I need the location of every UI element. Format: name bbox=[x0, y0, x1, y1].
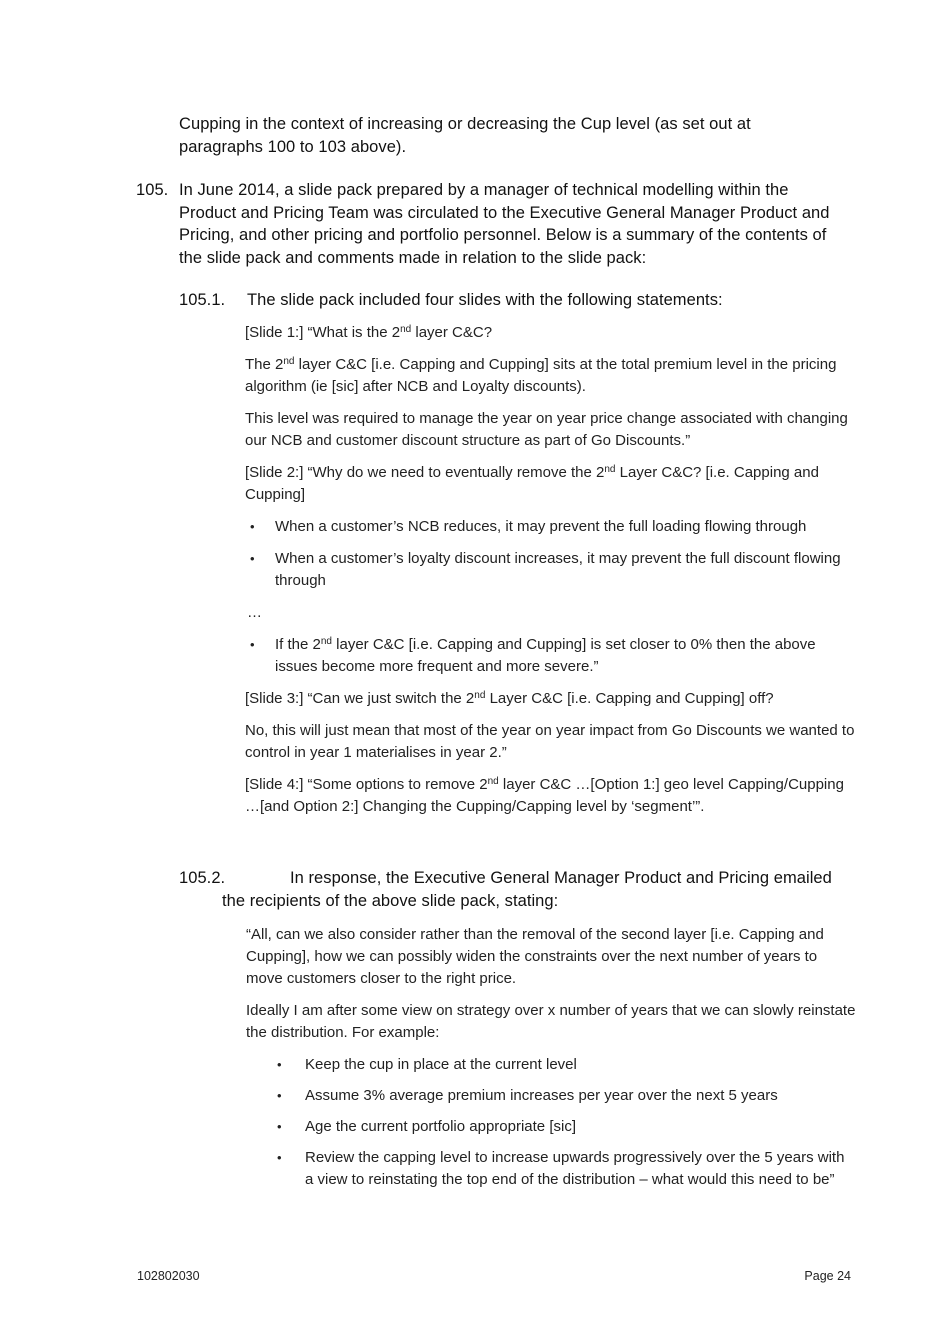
slide-1-heading: [Slide 1:] “What is the 2nd layer C&C? bbox=[245, 324, 493, 341]
bullet-icon: • bbox=[250, 519, 255, 534]
paragraph-number: 105. bbox=[136, 181, 169, 199]
bullet-icon: • bbox=[277, 1057, 282, 1072]
email-quote-paragraph: Ideally I am after some view on strategy over x number of years that we can slowly reinstate the distribution. For example: bbox=[246, 1002, 856, 1041]
subparagraph-105-1 bbox=[179, 289, 859, 312]
bullet-icon: • bbox=[277, 1119, 282, 1134]
slide-1-body: The 2nd layer C&C [i.e. Capping and Cupping] sits at the total premium level in the pricing algorithm (ie [sic] after NCB and Loyalty discounts). bbox=[245, 356, 837, 395]
list-item: • Assume 3% average premium increases per year over the next 5 years bbox=[246, 1085, 856, 1107]
page-number: Page 24 bbox=[804, 1269, 851, 1283]
bullet-icon: • bbox=[277, 1150, 282, 1165]
list-item: • If the 2nd layer C&C [i.e. Capping and Cupping] is set closer to 0% then the above issues become more frequent and more severe.” bbox=[250, 636, 816, 675]
slide-3-heading: [Slide 3:] “Can we just switch the 2nd Layer C&C [i.e. Capping and Cupping] off? bbox=[245, 690, 774, 707]
bullet-icon: • bbox=[277, 1088, 282, 1103]
slide-4-text: [Slide 4:] “Some options to remove 2nd layer C&C …[Option 1:] geo level Capping/Cupping …[and Option 2:] Changing the Cupping/Capping level by ‘segment’”. bbox=[245, 776, 844, 815]
continuation-text: Cupping in the context of increasing or decreasing the Cup level (as set out at paragraphs 100 to 103 above). bbox=[179, 115, 751, 156]
slide-2-heading: [Slide 2:] “Why do we need to eventually remove the 2nd Layer C&C? [i.e. Capping and Cupping] bbox=[245, 464, 819, 503]
paragraph-text: In June 2014, a slide pack prepared by a manager of technical modelling within the Product and Pricing Team was circulated to the Executive General Manager Product and Pricing, and other pricing and portfolio personnel. Below is a summary of the contents of the slide pack and comments made in relation to the slide pack: bbox=[179, 181, 830, 267]
bullet-icon: • bbox=[250, 551, 255, 566]
subparagraph-text: The slide pack included four slides with the following statements: bbox=[247, 291, 723, 309]
subparagraph-105-2 bbox=[179, 867, 859, 912]
subparagraph-number: 105.1. bbox=[179, 291, 226, 309]
list-item: • Age the current portfolio appropriate [sic] bbox=[246, 1116, 856, 1138]
bullet-icon: • bbox=[250, 637, 255, 652]
list-item: • When a customer’s NCB reduces, it may prevent the full loading flowing through bbox=[245, 516, 855, 538]
slide-3-body: No, this will just mean that most of the year on year impact from Go Discounts we wanted to control in year 1 materialises in year 2.” bbox=[245, 722, 855, 761]
email-quote-block bbox=[246, 924, 856, 1200]
continuation-paragraph bbox=[179, 113, 839, 158]
subparagraph-number: 105.2. bbox=[179, 869, 226, 887]
list-item: • Keep the cup in place at the current level bbox=[246, 1054, 856, 1076]
slide-quote-block bbox=[245, 322, 855, 828]
email-quote-paragraph: “All, can we also consider rather than the removal of the second layer [i.e. Capping and Cupping], how we can possibly widen the constraints over the next number of years to move customers closer to the right price. bbox=[246, 926, 824, 987]
slide-1-closing: This level was required to manage the year on year price change associated with changing our NCB and customer discount structure as part of Go Discounts.” bbox=[245, 410, 848, 449]
list-item: • Review the capping level to increase upwards progressively over the 5 years with a view to reinstating the top end of the distribution – what would this need to be” bbox=[277, 1149, 845, 1188]
paragraph-105 bbox=[136, 179, 846, 269]
document-id: 102802030 bbox=[137, 1269, 200, 1283]
list-item: • When a customer’s loyalty discount increases, it may prevent the full discount flowing through bbox=[250, 550, 841, 589]
subparagraph-text: In response, the Executive General Manager Product and Pricing emailed the recipients of the above slide pack, stating: bbox=[222, 869, 832, 910]
ellipsis: … bbox=[247, 604, 262, 621]
